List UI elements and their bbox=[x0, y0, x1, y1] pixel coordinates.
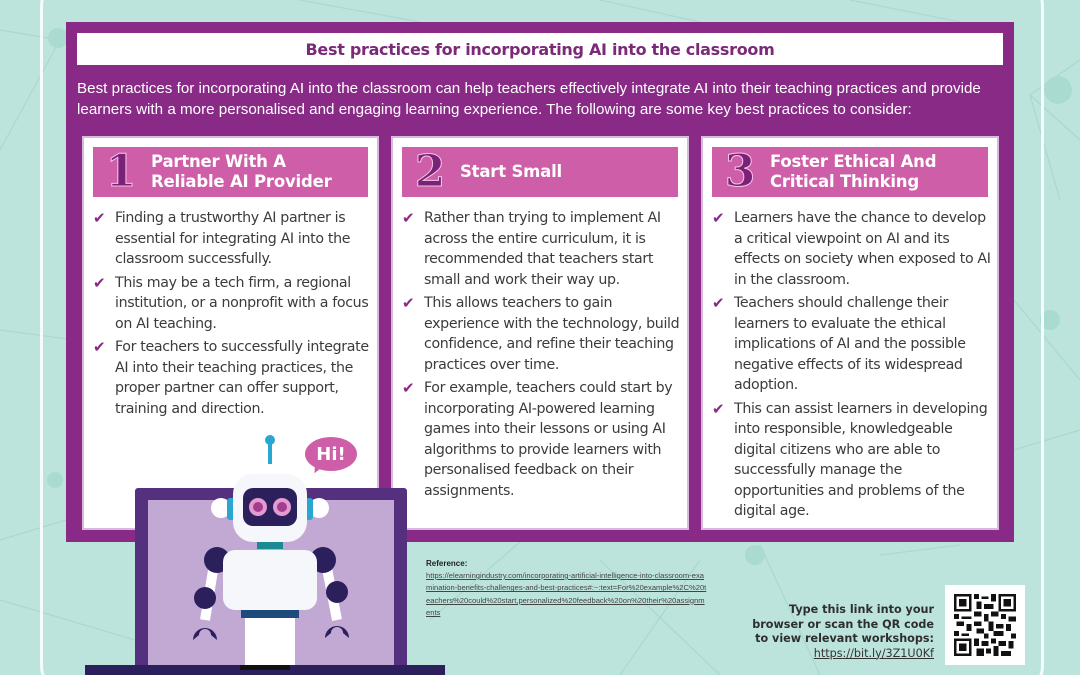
number-badge: 1 bbox=[105, 146, 137, 197]
practice-card-3 bbox=[701, 136, 999, 530]
list-item: ✔ For teachers to successfully integrate AI into their teaching practices, the proper partner can offer support, training and direction. bbox=[93, 338, 369, 417]
workshops-link[interactable]: https://bit.ly/3Z1U0Kf bbox=[813, 646, 934, 660]
qr-code-icon bbox=[954, 594, 1016, 656]
qr-code[interactable] bbox=[945, 585, 1025, 665]
page-title: Best practices for incorporating AI into the classroom bbox=[305, 39, 775, 59]
card-header bbox=[402, 147, 678, 197]
caption-line-2: browser or scan the QR code bbox=[752, 617, 934, 631]
card-header bbox=[712, 147, 988, 197]
list-item: ✔ Teachers should challenge their learners to evaluate the ethical implications of AI and the possible negative effects of its widespread adoption. bbox=[712, 294, 966, 393]
bullet-list bbox=[93, 208, 371, 422]
card-header bbox=[93, 147, 368, 197]
checkmark-icon: ✔ bbox=[93, 338, 106, 356]
card-title: Start Small bbox=[460, 162, 562, 181]
number-badge: 3 bbox=[724, 146, 756, 197]
title-banner bbox=[77, 33, 1003, 65]
practice-card-2 bbox=[391, 136, 689, 530]
checkmark-icon: ✔ bbox=[402, 294, 415, 312]
speech-bubble: Hi! bbox=[305, 437, 357, 471]
caption-line-1: Type this link into your bbox=[789, 603, 934, 616]
checkmark-icon: ✔ bbox=[712, 209, 725, 227]
list-item: ✔ This allows teachers to gain experience with the technology, build confidence, and refine their teaching practices over time. bbox=[402, 294, 680, 373]
list-item: ✔ For example, teachers could start by incorporating AI-powered learning games into their lessons or using AI algorithms to provide learners with personalised feedback on their assignments. bbox=[402, 379, 673, 499]
intro-paragraph: Best practices for incorporating AI into the classroom can help teachers effectively integrate AI into their teaching practices and provide learners with a more personalised and engaging learning experience. The following are some key best practices to consider: bbox=[77, 80, 981, 118]
reference-label: Reference: bbox=[426, 559, 468, 568]
list-item: ✔ This can assist learners in developing into responsible, knowledgeable digital citizens who are able to successfully manage the opportunities and problems of the digital age. bbox=[712, 399, 988, 519]
workshops-caption bbox=[752, 603, 934, 661]
card-title: Foster Ethical And Critical Thinking bbox=[770, 152, 937, 191]
list-item: ✔ Learners have the chance to develop a critical viewpoint on AI and its effects on society when exposed to AI in the classroom. bbox=[712, 209, 991, 288]
caption-line-3: to view relevant workshops: bbox=[755, 632, 934, 645]
checkmark-icon: ✔ bbox=[93, 273, 106, 292]
card-title: Partner With A Reliable AI Provider bbox=[151, 152, 332, 191]
laptop-notch bbox=[240, 665, 290, 670]
checkmark-icon: ✔ bbox=[712, 399, 725, 418]
reference-block bbox=[426, 559, 716, 619]
reference-link[interactable]: https://elearningindustry.com/incorporating-artificial-intelligence-into-classroom-examination-benefits-challenges-and-best-practices#:~:text=For%20example%2C%20teachers%20could%20start,personalized%20feedback%20on%20their%20assignments bbox=[426, 571, 707, 617]
bullet-list bbox=[712, 208, 991, 525]
list-item: ✔ This may be a tech firm, a regional institution, or a nonprofit with a focus on AI teaching. bbox=[93, 273, 369, 332]
bullet-list bbox=[402, 208, 681, 504]
number-badge: 2 bbox=[414, 146, 446, 197]
checkmark-icon: ✔ bbox=[712, 294, 725, 312]
list-item: ✔ Finding a trustworthy AI partner is essential for integrating AI into the classroom successfully. bbox=[93, 209, 351, 267]
checkmark-icon: ✔ bbox=[402, 379, 415, 397]
checkmark-icon: ✔ bbox=[402, 209, 415, 227]
checkmark-icon: ✔ bbox=[93, 209, 106, 227]
list-item: ✔ Rather than trying to implement AI across the entire curriculum, it is recommended that teachers start small and work their way up. bbox=[402, 209, 661, 288]
